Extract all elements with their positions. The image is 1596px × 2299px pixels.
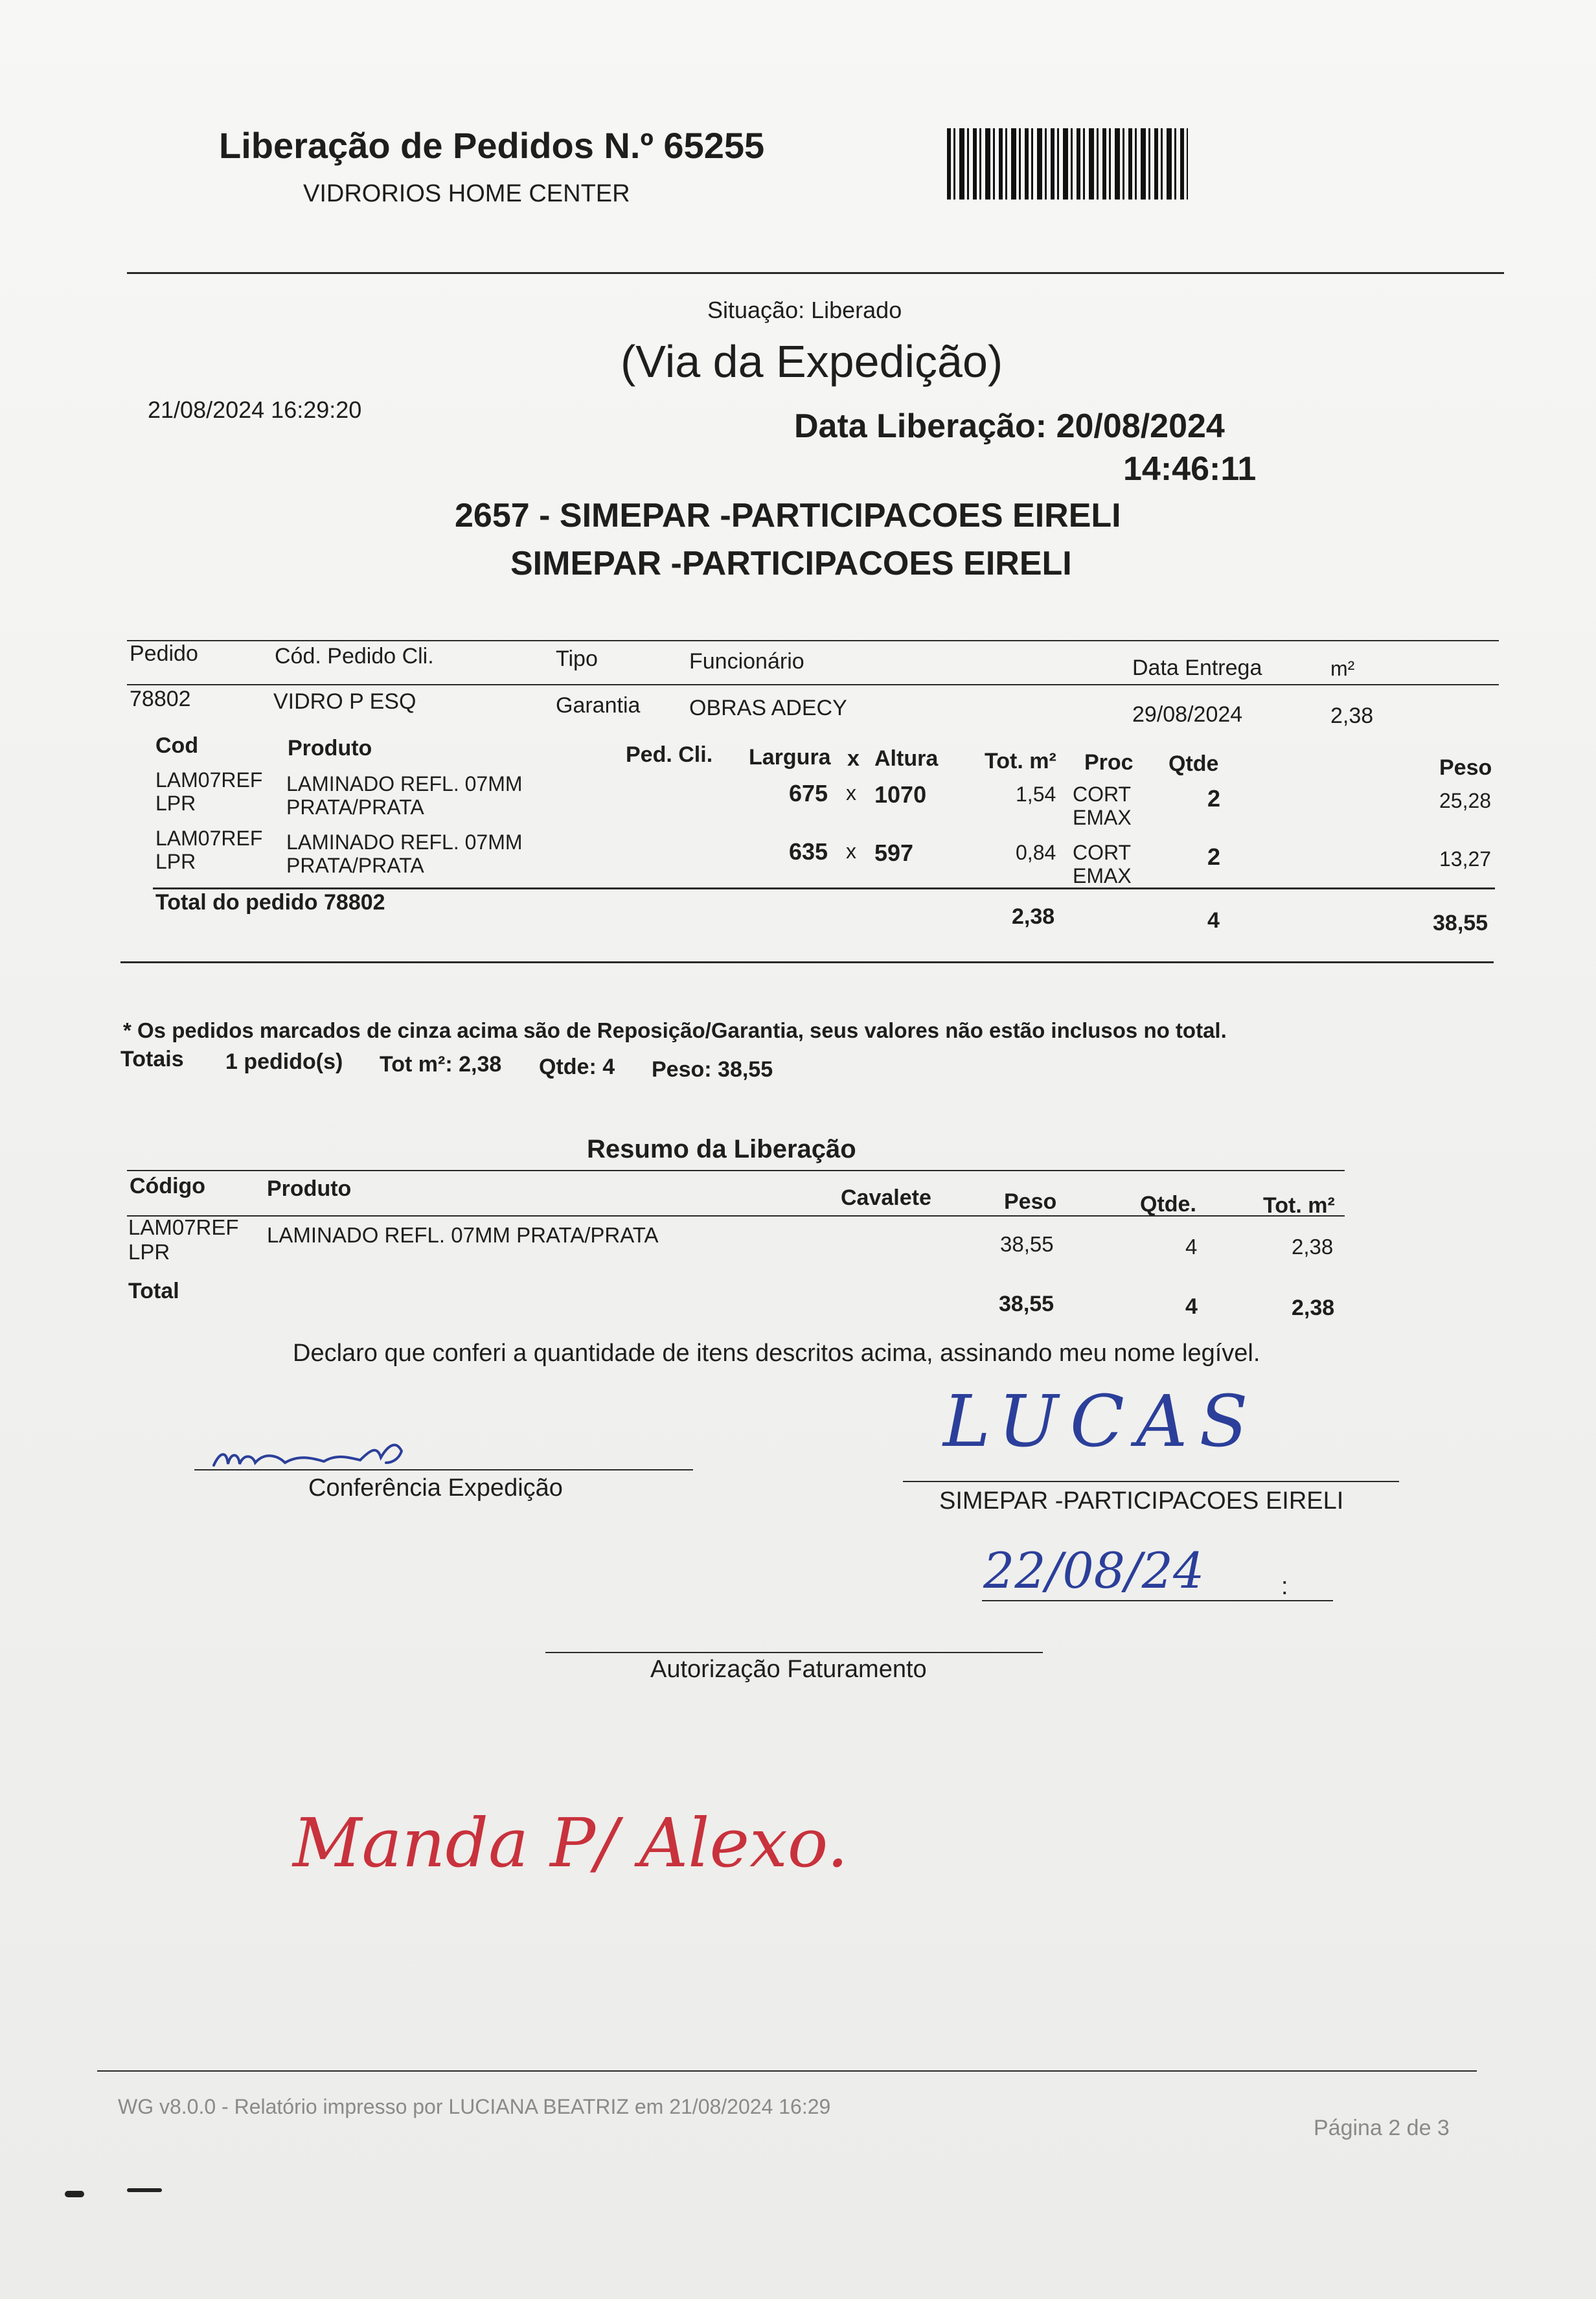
barcode <box>947 128 1188 200</box>
item-2-proc1: CORT <box>1073 841 1132 864</box>
summary-total-peso: 38,55 <box>999 1292 1054 1316</box>
summary-cod2: LPR <box>128 1240 170 1264</box>
client-line-1: 2657 - SIMEPAR -PARTICIPACOES EIRELI <box>455 497 1121 534</box>
items-col-altura: Altura <box>874 746 939 771</box>
autorizacao-label: Autorização Faturamento <box>650 1656 927 1683</box>
item-2-altura: 597 <box>874 840 914 866</box>
item-2-proc2: EMAX <box>1073 864 1132 887</box>
declaration-text: Declaro que conferi a quantidade de itens descritos acima, assinando meu nome legível. <box>293 1340 1260 1367</box>
time-colon: : <box>1281 1573 1288 1600</box>
item-2-qtde: 2 <box>1207 843 1221 870</box>
item-1-proc2: EMAX <box>1073 806 1132 829</box>
item-2-prod1: LAMINADO REFL. 07MM <box>286 830 523 854</box>
conferencia-line <box>194 1469 693 1470</box>
order-total-qtde: 4 <box>1207 908 1220 933</box>
summary-top-rule <box>127 1170 1345 1171</box>
items-col-x: x <box>847 746 860 771</box>
summary-col-peso: Peso <box>1004 1189 1057 1214</box>
summary-total-label: Total <box>128 1279 179 1303</box>
client-signature: LUCAS <box>943 1380 1260 1463</box>
document-title: Liberação de Pedidos N.º 65255 <box>219 125 765 166</box>
company-name: VIDRORIOS HOME CENTER <box>303 180 630 207</box>
totals-pedidos: 1 pedido(s) <box>225 1049 343 1074</box>
item-1-cod1: LAM07REF <box>155 768 263 792</box>
items-col-produto: Produto <box>288 736 372 761</box>
summary-col-qtde: Qtde. <box>1140 1192 1196 1217</box>
item-2-largura: 635 <box>789 838 828 865</box>
order-total-m2: 2,38 <box>1012 904 1055 929</box>
warranty-note: * Os pedidos marcados de cinza acima são de Reposição/Garantia, seus valores não estão inclusos no total. <box>123 1018 1227 1042</box>
item-1-cod2: LPR <box>155 792 196 815</box>
items-col-qtde: Qtde <box>1168 751 1219 776</box>
order-data-entrega: 29/08/2024 <box>1132 702 1243 727</box>
item-1-prod1: LAMINADO REFL. 07MM <box>286 772 523 795</box>
totals-peso: Peso: 38,55 <box>652 1057 773 1082</box>
summary-produto: LAMINADO REFL. 07MM PRATA/PRATA <box>267 1223 659 1247</box>
handwritten-note: Manda P/ Alexo. <box>293 1803 849 1882</box>
order-col-m2: m² <box>1330 657 1355 680</box>
order-table-top-rule <box>127 640 1499 641</box>
items-total-rule <box>153 887 1495 889</box>
status-text: Situação: Liberado <box>707 297 902 323</box>
item-2-tot-m2: 0,84 <box>1016 841 1056 864</box>
items-col-peso: Peso <box>1439 755 1492 780</box>
order-pedido: 78802 <box>130 687 191 711</box>
summary-col-tot-m2: Tot. m² <box>1263 1193 1335 1218</box>
copy-title: (Via da Expedição) <box>621 336 1003 387</box>
order-col-pedido: Pedido <box>130 641 198 666</box>
summary-qtde: 4 <box>1185 1235 1198 1259</box>
release-time: 14:46:11 <box>1123 450 1257 488</box>
item-1-x: x <box>846 781 856 805</box>
release-date: Data Liberação: 20/08/2024 <box>794 407 1225 445</box>
order-m2: 2,38 <box>1330 703 1374 728</box>
summary-peso: 38,55 <box>1000 1232 1054 1256</box>
order-total-peso: 38,55 <box>1433 911 1488 935</box>
summary-total-m2: 2,38 <box>1292 1296 1335 1320</box>
order-col-data-entrega: Data Entrega <box>1132 656 1262 680</box>
items-col-ped-cli: Ped. Cli. <box>626 742 713 767</box>
item-1-peso: 25,28 <box>1439 789 1492 812</box>
order-col-tipo: Tipo <box>556 646 598 671</box>
totals-m2: Tot m²: 2,38 <box>380 1052 502 1077</box>
handwritten-date: 22/08/24 <box>983 1542 1205 1599</box>
summary-tot-m2: 2,38 <box>1292 1235 1334 1259</box>
date-line <box>982 1600 1333 1601</box>
footer-printed-by: WG v8.0.0 - Relatório impresso por LUCIANA BEATRIZ em 21/08/2024 16:29 <box>118 2095 831 2118</box>
autorizacao-line <box>545 1652 1043 1653</box>
printed-datetime: 21/08/2024 16:29:20 <box>148 396 362 423</box>
summary-col-codigo: Código <box>130 1174 206 1198</box>
order-cod-cli: VIDRO P ESQ <box>273 689 416 714</box>
client-signature-label: SIMEPAR -PARTICIPACOES EIRELI <box>939 1487 1344 1515</box>
items-section-bottom-rule <box>120 961 1494 963</box>
summary-title: Resumo da Liberação <box>587 1135 856 1163</box>
ink-smudge <box>127 2188 162 2192</box>
item-1-qtde: 2 <box>1207 785 1221 812</box>
order-funcionario: OBRAS ADECY <box>689 696 847 720</box>
order-col-cod-cli: Cód. Pedido Cli. <box>275 644 434 669</box>
item-1-prod2: PRATA/PRATA <box>286 795 424 819</box>
header-divider <box>127 272 1504 274</box>
item-2-x: x <box>846 840 856 863</box>
item-2-cod1: LAM07REF <box>155 827 263 850</box>
items-col-largura: Largura <box>749 745 831 770</box>
item-1-altura: 1070 <box>874 781 927 808</box>
totals-qtde: Qtde: 4 <box>539 1055 615 1079</box>
conferencia-label: Conferência Expedição <box>308 1474 563 1502</box>
summary-col-produto: Produto <box>267 1176 352 1201</box>
item-1-largura: 675 <box>789 780 828 806</box>
summary-header-rule <box>127 1215 1345 1217</box>
item-1-proc1: CORT <box>1073 783 1132 806</box>
totals-label: Totais <box>120 1047 184 1071</box>
order-tipo: Garantia <box>556 693 641 718</box>
order-table-header-rule <box>127 684 1499 685</box>
ink-smudge <box>65 2191 84 2197</box>
item-1-tot-m2: 1,54 <box>1016 783 1056 806</box>
order-total-label: Total do pedido 78802 <box>155 890 385 915</box>
order-col-funcionario: Funcionário <box>689 649 804 674</box>
item-2-peso: 13,27 <box>1439 847 1492 871</box>
item-2-prod2: PRATA/PRATA <box>286 854 424 877</box>
summary-col-cavalete: Cavalete <box>841 1185 931 1210</box>
items-col-proc: Proc <box>1084 750 1134 775</box>
footer-page-number: Página 2 de 3 <box>1314 2116 1450 2140</box>
items-col-cod: Cod <box>155 733 199 758</box>
summary-total-qtde: 4 <box>1185 1294 1198 1319</box>
client-line-2: SIMEPAR -PARTICIPACOES EIRELI <box>510 545 1072 582</box>
footer-rule <box>97 2070 1477 2072</box>
client-signature-line <box>903 1481 1399 1482</box>
items-col-tot-m2: Tot. m² <box>985 749 1056 773</box>
item-2-cod2: LPR <box>155 850 196 873</box>
summary-cod1: LAM07REF <box>128 1215 239 1239</box>
